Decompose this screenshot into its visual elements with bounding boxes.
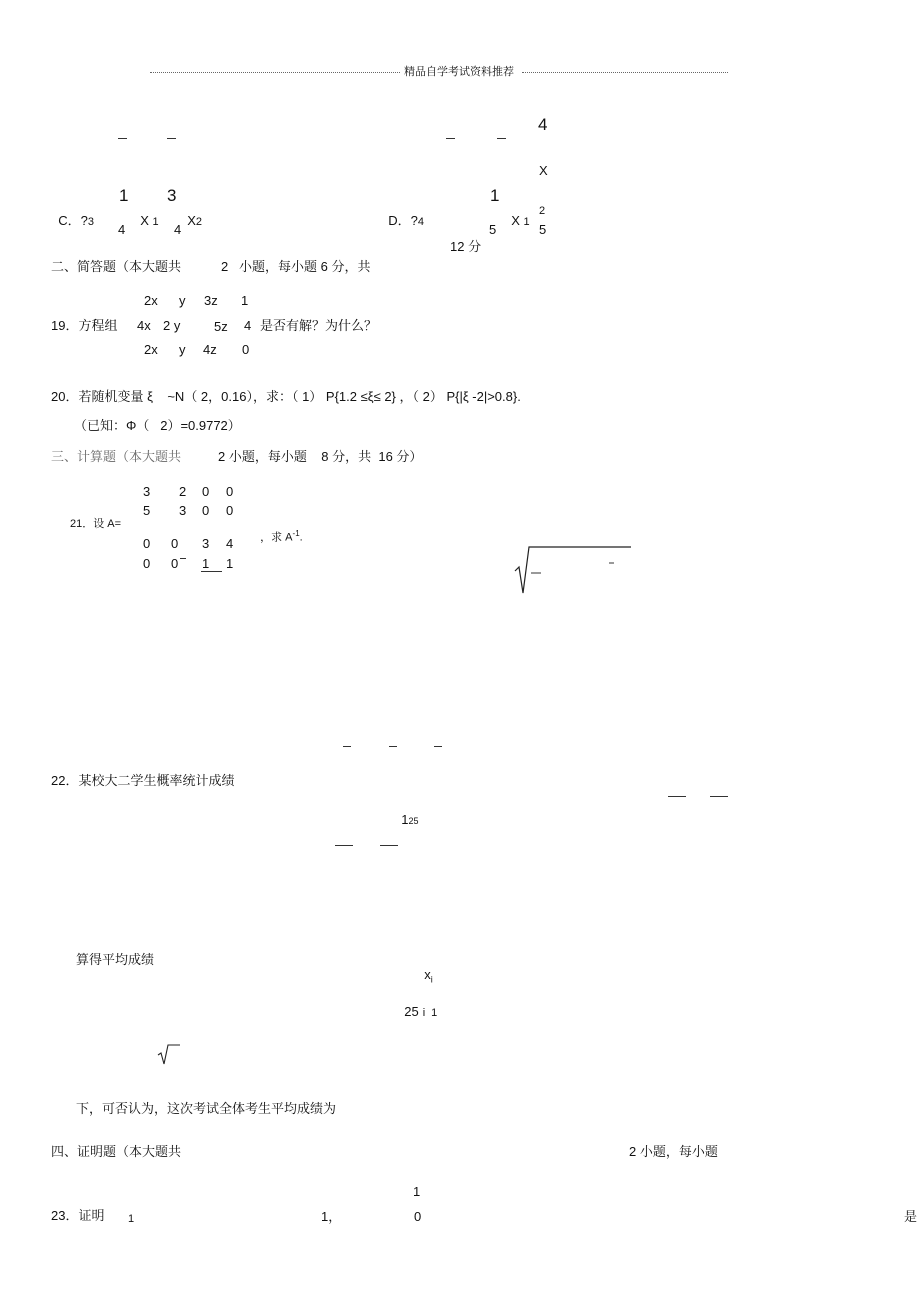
header-title: 精品自学考试资料推荐 — [404, 66, 514, 78]
q19-row1-rhs: 1 — [241, 293, 249, 308]
option-d-numerator-1: 1 — [490, 186, 500, 205]
matrix-cell: 0 — [226, 503, 234, 518]
matrix-cell: 3 — [143, 484, 151, 499]
q23-mid-1: 1， — [321, 1209, 342, 1224]
q19-row3-term1: 2x — [144, 342, 158, 357]
q19-row3-rhs: 0 — [242, 342, 250, 357]
matrix-cell: 0 — [202, 484, 210, 499]
q22-average: 算得平均成绩 — [76, 952, 155, 967]
option-c-label: C．?3 — [58, 213, 94, 228]
option-d-x-symbol: X — [539, 163, 548, 178]
matrix-cell: 0 — [226, 484, 234, 499]
section-2-score: 12 分 — [450, 239, 482, 254]
q21-prefix: 21．设 A= — [70, 518, 122, 530]
small-square-root-symbol — [156, 1042, 182, 1066]
q22-sum-lower: 25 i 1 — [404, 1004, 438, 1019]
fraction-bar — [380, 845, 398, 846]
fraction-bar — [434, 746, 442, 747]
option-c-numerator-2: 3 — [167, 186, 177, 205]
option-c-x1: X 1 — [140, 213, 159, 228]
fraction-bar — [180, 558, 186, 559]
matrix-cell: 2 — [179, 484, 187, 499]
option-c-denominator-1: 4 — [118, 222, 126, 237]
header-dotted-line-right — [522, 72, 728, 73]
matrix-cell: 4 — [226, 536, 234, 551]
q19-row2-term2: 2 y — [163, 318, 181, 333]
option-c-numerator-1: 1 — [119, 186, 129, 205]
q19-row2-term1: 4x — [137, 318, 151, 333]
matrix-cell: 5 — [143, 503, 151, 518]
q22-text: 22．某校大二学生概率统计成绩 — [51, 773, 235, 788]
fraction-bar — [668, 796, 686, 797]
q22-mean-fraction: 125 — [401, 812, 419, 827]
section-4-title: 四、证明题（本大题共 — [51, 1144, 182, 1159]
matrix-cell: 0 — [171, 556, 179, 571]
q21-suffix: ，求 $A^{-1}$. — [260, 529, 303, 544]
q23-sub-1: 1 — [128, 1213, 135, 1225]
matrix-cell: 0 — [202, 503, 210, 518]
fraction-bar — [167, 138, 176, 139]
option-d-denominator-1: 5 — [489, 222, 497, 237]
fraction-bar — [201, 571, 222, 572]
fraction-bar — [343, 746, 351, 747]
option-d-denominator-2: 5 — [539, 222, 547, 237]
option-d-top-numerator: 4 — [538, 115, 548, 134]
q19-question: 是否有解？为什么？ — [260, 318, 378, 333]
header-dotted-line-left — [150, 72, 400, 73]
matrix-cell: 0 — [171, 536, 179, 551]
section-2-count: 2 — [221, 259, 229, 274]
q23-tail: 是 — [904, 1209, 918, 1224]
fraction-bar — [446, 138, 455, 139]
section-2-title: 二、简答题（本大题共 — [51, 259, 182, 274]
q23-prefix: 23．证明 — [51, 1208, 105, 1223]
fraction-bar — [118, 138, 127, 139]
fraction-bar — [710, 796, 728, 797]
q22-xi: $x_i$ — [424, 967, 433, 985]
q20-text: 20．若随机变量 ξ ~N（ 2，0.16），求：（ 1） P{1.2 ≤ξ≤ 2} ，（ 2） P{|ξ -2|>0.8}. — [51, 389, 521, 404]
q20-known: （已知：Φ（ 2）=0.9772） — [74, 418, 241, 433]
q19-row2-rhs: 4 — [244, 318, 252, 333]
q19-row1-term2: y — [179, 293, 186, 308]
matrix-cell: 3 — [202, 536, 210, 551]
section-3-title: 三、计算题（本大题共 — [51, 449, 182, 464]
option-d-x1: X 1 — [511, 213, 530, 228]
q19-row1-term1: 2x — [144, 293, 158, 308]
option-d-sub-2: 2 — [539, 205, 546, 217]
section-4-rest: 2 小题，每小题 — [629, 1144, 718, 1159]
matrix-cell: 0 — [143, 556, 151, 571]
q23-zero: 0 — [414, 1209, 422, 1224]
matrix-cell: 0 — [143, 536, 151, 551]
fraction-bar — [335, 845, 353, 846]
fraction-bar — [389, 746, 397, 747]
q19-row3-term2: y — [179, 342, 186, 357]
q23-top-1: 1 — [413, 1184, 421, 1199]
q19-row2-term3: 5z — [214, 319, 228, 334]
section-2-rest: 小题，每小题 6 分，共 — [239, 259, 371, 274]
matrix-cell: 3 — [179, 503, 187, 518]
q19-row3-term3: 4z — [203, 342, 217, 357]
section-3-rest: 2 小题，每小题 8 分，共 16 分） — [218, 449, 423, 464]
matrix-cell: 1 — [226, 556, 234, 571]
option-c-denominator-2: 4 — [174, 222, 182, 237]
q22-question: 下，可否认为，这次考试全体考生平均成绩为 — [76, 1101, 337, 1116]
option-c-x2: X2 — [187, 213, 203, 228]
q19-prefix: 19．方程组 — [51, 318, 118, 333]
q19-row1-term3: 3z — [204, 293, 218, 308]
square-root-symbol — [513, 543, 633, 595]
fraction-bar — [497, 138, 506, 139]
option-d-label: D．?4 — [388, 213, 424, 228]
matrix-cell: 1 — [202, 556, 210, 571]
